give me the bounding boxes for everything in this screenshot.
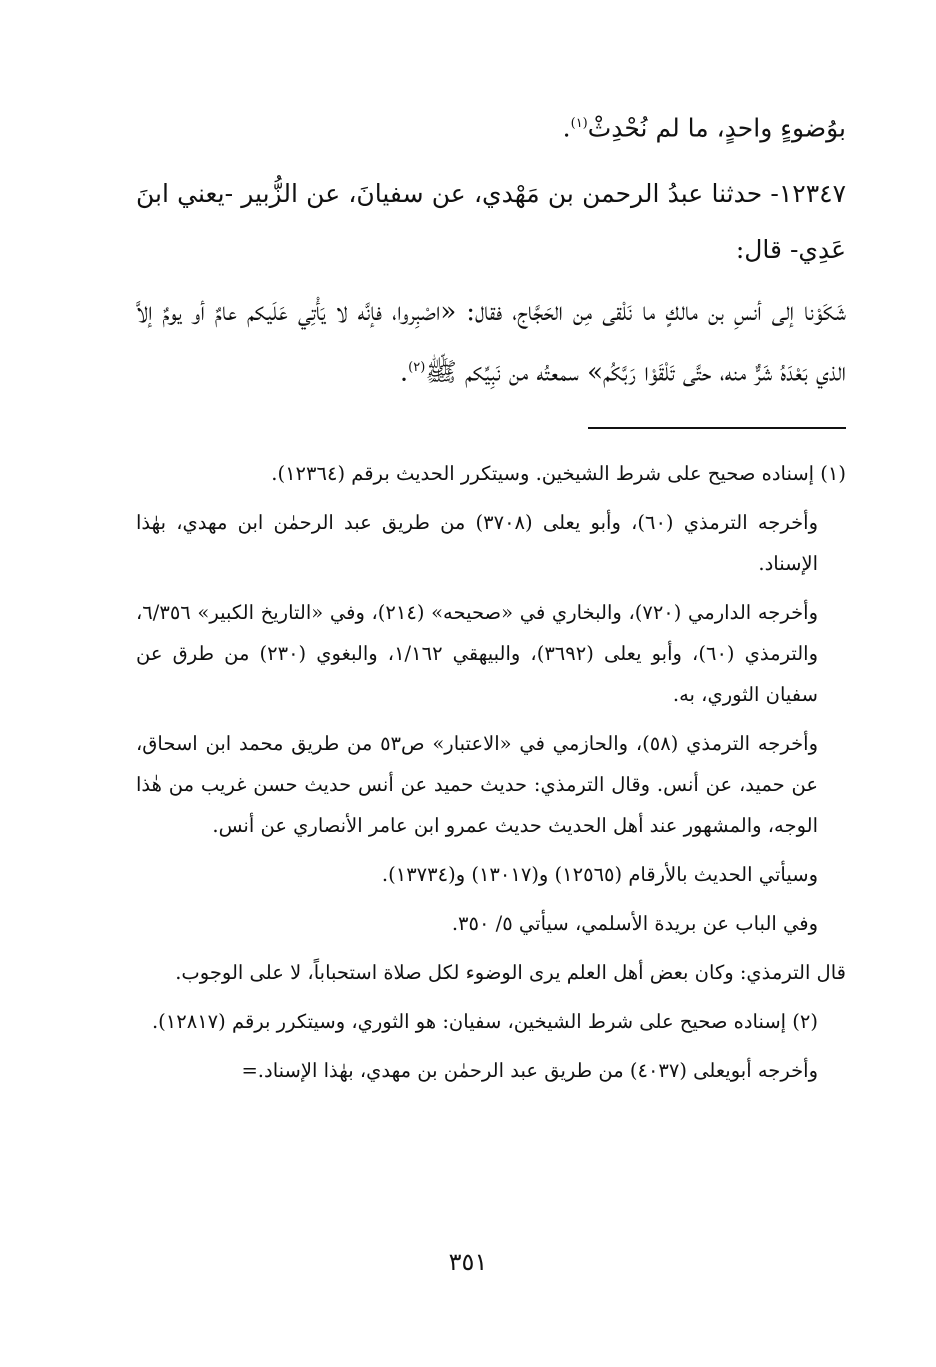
hadith-text-block xyxy=(136,284,846,401)
footnote-1: (١) إسناده صحيح على شرط الشيخين. وسيتكرر الحديث برقم (١٢٣٦٤). xyxy=(271,461,846,485)
footnote-ref-2: (٢) xyxy=(408,360,426,376)
hadith-end: . xyxy=(399,357,409,388)
footnotes xyxy=(136,453,846,1091)
page-number: ٣٥١ xyxy=(448,1248,488,1276)
footnote-paragraph: وفي الباب عن بريدة الأسلمي، سيأتي ٥/ ٣٥٠. xyxy=(451,911,818,935)
footnote-paragraph: وسيأتي الحديث بالأرقام (١٢٥٦٥) و(١٣٠١٧) و(١٣٧٣٤). xyxy=(381,862,818,886)
footnote-paragraph: وأخرجه الدارمي (٧٢٠)، والبخاري في «صحيحه» (٢١٤)، وفي «التاريخ الكبير» ٦/٣٥٦، والترمذي (٦٠)، وأبو يعلى (٣٦٩٢)، والبيهقي ١/١٦٢، والبغوي (٢٣٠) من طرق عن سفيان الثوري، به. xyxy=(136,600,819,706)
footnote-ref-1: (١) xyxy=(570,116,588,131)
hadith-chain-text: حدثنا عبدُ الرحمن بن مَهْدي، عن سفيانَ، عن الزُّبير -يعني ابنَ عَدِي- قال: xyxy=(136,179,846,265)
footnote-paragraph: قال الترمذي: وكان بعض أهل العلم يرى الوضوء لكل صلاة استحباباً، لا على الوجوب. xyxy=(175,960,846,984)
footnote-divider xyxy=(588,427,846,429)
continuation-end: . xyxy=(562,113,571,143)
continuation-text: بوُضوءٍ واحدٍ، ما لم نُحْدِثْ xyxy=(587,113,846,143)
hadith-chain xyxy=(136,166,846,278)
footnote-paragraph: وأخرجه الترمذي (٥٨)، والحازمي في «الاعتبار» ص٥٣ من طريق محمد ابن اسحاق، عن حميد، عن أنس. وقال الترمذي: حديث حميد عن أنس حديث حسن غريب من هٰذا الوجه، والمشهور عند أهل الحديث حديث عمرو ابن عامر الأنصاري عن أنس. xyxy=(136,731,818,837)
footnote-paragraph: وأخرجه الترمذي (٦٠)، وأبو يعلى (٣٧٠٨) من طريق عبد الرحمٰن ابن مهدي، بهٰذا الإسناد. xyxy=(136,510,818,575)
continuation-line xyxy=(136,96,846,156)
page xyxy=(136,96,846,1316)
hadith-number: ١٢٣٤٧- xyxy=(770,179,847,209)
hadith-text: شَكَوْنا إلى أنسِ بن مالكٍ ما نَلْقى مِن الحَجَّاج، فقال: «اصْبِروا، فإنَّه لا يَأْتِي عَلَيكم عامٌ أو يومٌ إلاَّ الذي بَعْدَهُ شَرٌّ منه، حتَّى تَلْقَوْا رَبَّكُم» سمعتُه من نَبِيِّكم ﷺ xyxy=(136,297,846,388)
footnote-2: (٢) إسناده صحيح على شرط الشيخين، سفيان: هو الثوري، وسيتكرر برقم (١٢٨١٧). xyxy=(151,1009,818,1033)
footnote-paragraph: وأخرجه أبويعلى (٤٠٣٧) من طريق عبد الرحمٰن بن مهدي، بهٰذا الإسناد.= xyxy=(241,1058,818,1082)
